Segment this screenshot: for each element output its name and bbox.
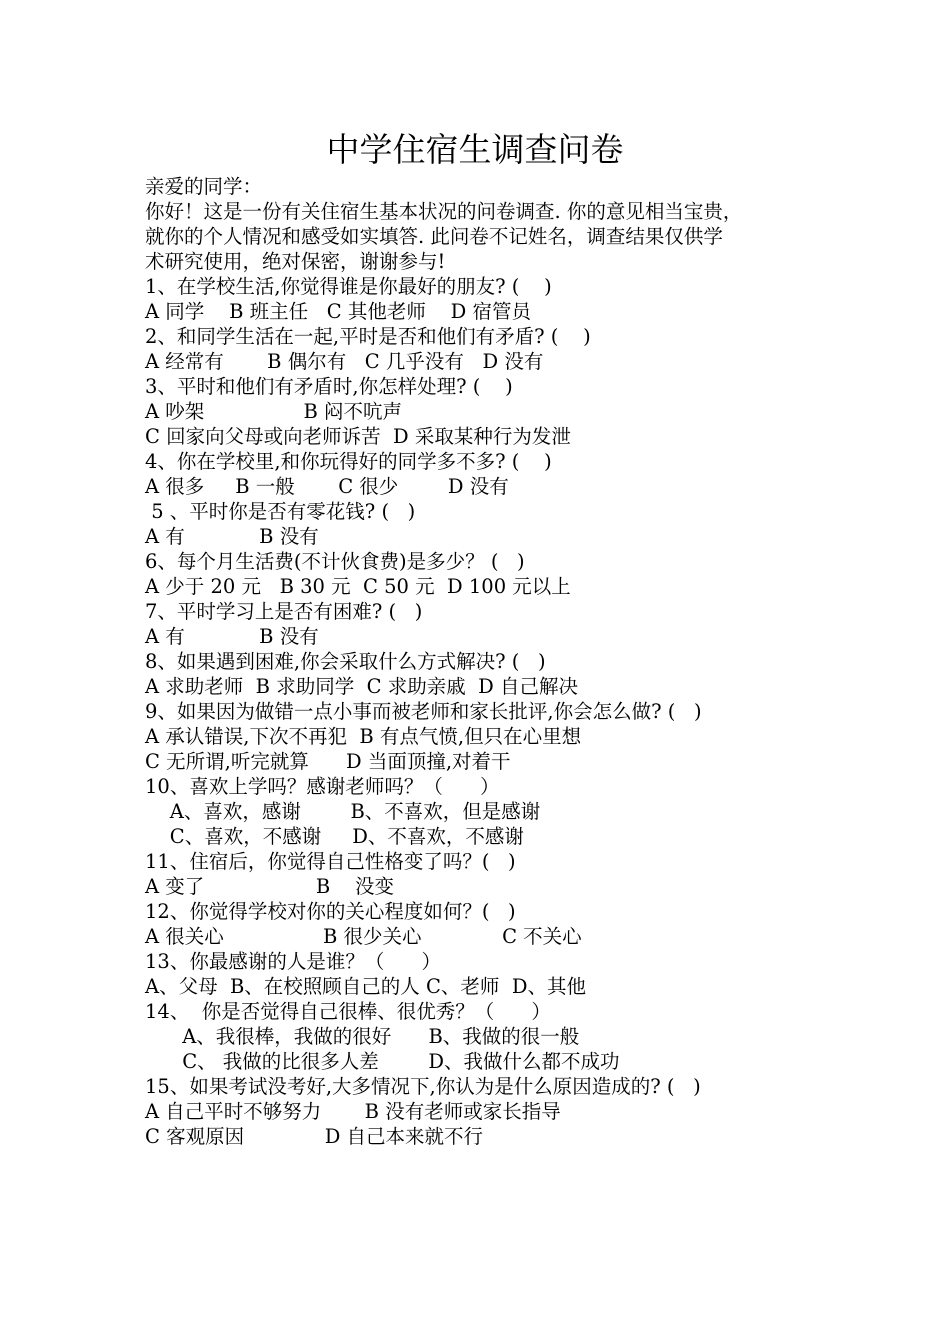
answer-options: A 自己平时不够努力 B 没有老师或家长指导	[145, 1100, 561, 1123]
intro-line: 你好！这是一份有关住宿生基本状况的问卷调查. 你的意见相当宝贵，	[145, 200, 743, 223]
answer-options: C 回家向父母或向老师诉苦 D 采取某种行为发泄	[145, 425, 571, 448]
answer-options: A 少于 20 元 B 30 元 C 50 元 D 100 元以上	[145, 575, 571, 598]
question-text: 2、和同学生活在一起,平时是否和他们有矛盾? ( )	[145, 325, 591, 348]
answer-options: C、喜欢，不感谢 D、不喜欢，不感谢	[145, 825, 524, 848]
answer-options: A 有 B 没有	[145, 525, 319, 548]
answer-options: A、我很棒，我做的很好 B、我做的很一般	[145, 1025, 580, 1048]
greeting: 亲爱的同学：	[145, 175, 263, 198]
answer-options: A 吵架 B 闷不吭声	[145, 400, 402, 423]
answer-options: A 经常有 B 偶尔有 C 几乎没有 D 没有	[145, 350, 544, 373]
answer-options: A 很多 B 一般 C 很少 D 没有	[145, 475, 509, 498]
answer-options: A 承认错误,下次不再犯 B 有点气愤,但只在心里想	[145, 725, 582, 748]
answer-options: A、父母 B、在校照顾自己的人 C、老师 D、其他	[145, 975, 586, 998]
answer-options: A 有 B 没有	[145, 625, 319, 648]
answer-options: C 无所谓,听完就算 D 当面顶撞,对着干	[145, 750, 511, 773]
document-title: 中学住宿生调查问卷	[326, 130, 624, 169]
question-text: 1、在学校生活,你觉得谁是你最好的朋友? ( )	[145, 275, 552, 298]
question-text: 11、住宿后，你觉得自己性格变了吗？( )	[145, 850, 516, 873]
question-text: 5 、平时你是否有零花钱? ( )	[145, 500, 416, 523]
question-text: 6、每个月生活费(不计伙食费)是多少？ ( )	[145, 550, 525, 573]
question-text: 3、平时和他们有矛盾时,你怎样处理? ( )	[145, 375, 513, 398]
intro-line: 就你的个人情况和感受如实填答. 此问卷不记姓名，调查结果仅供学	[145, 225, 723, 248]
question-text: 4、你在学校里,和你玩得好的同学多不多? ( )	[145, 450, 552, 473]
question-text: 14、 你是否觉得自己很棒、很优秀？（ ）	[145, 1000, 551, 1023]
question-text: 13、你最感谢的人是谁？（ ）	[145, 950, 442, 973]
answer-options: A 求助老师 B 求助同学 C 求助亲戚 D 自己解决	[145, 675, 578, 698]
answer-options: A 变了 B 没变	[145, 875, 394, 898]
answer-options: A 同学 B 班主任 C 其他老师 D 宿管员	[145, 300, 531, 323]
question-text: 7、平时学习上是否有困难? ( )	[145, 600, 423, 623]
answer-options: A、喜欢，感谢 B、不喜欢，但是感谢	[145, 800, 541, 823]
question-text: 12、你觉得学校对你的关心程度如何？( )	[145, 900, 516, 923]
question-text: 8、如果遇到困难,你会采取什么方式解决? ( )	[145, 650, 546, 673]
answer-options: C 客观原因 D 自己本来就不行	[145, 1125, 484, 1148]
answer-options: C、 我做的比很多人差 D、我做什么都不成功	[145, 1050, 620, 1073]
question-text: 9、如果因为做错一点小事而被老师和家长批评,你会怎么做? ( )	[145, 700, 702, 723]
question-text: 15、如果考试没考好,大多情况下,你认为是什么原因造成的? ( )	[145, 1075, 701, 1098]
question-text: 10、喜欢上学吗？感谢老师吗？（ ）	[145, 775, 500, 798]
answer-options: A 很关心 B 很少关心 C 不关心	[145, 925, 582, 948]
intro-line: 术研究使用，绝对保密，谢谢参与!	[145, 250, 446, 273]
